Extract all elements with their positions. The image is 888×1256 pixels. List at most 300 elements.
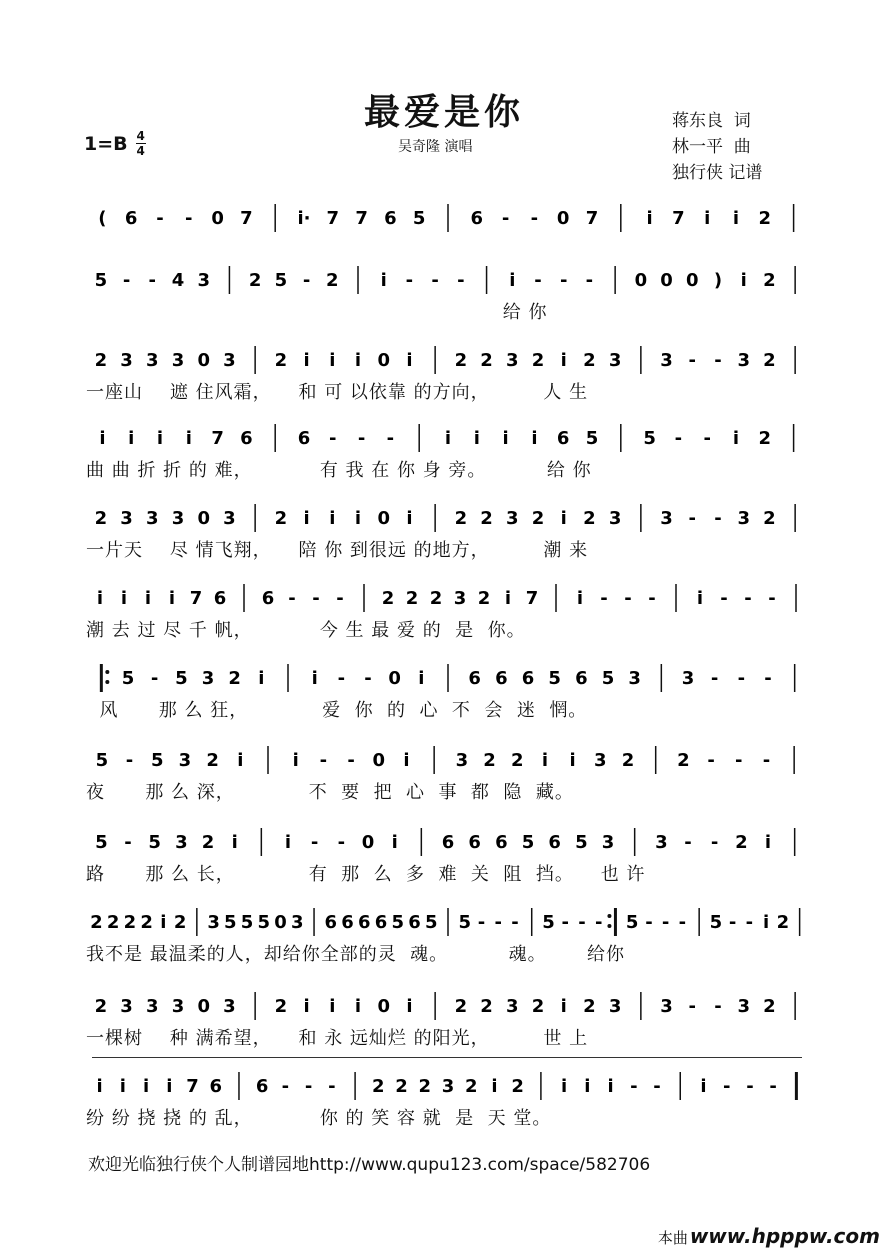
note: 3 <box>601 832 615 853</box>
note: - <box>735 750 743 771</box>
note: - <box>357 428 366 449</box>
note: 0 <box>686 270 699 291</box>
note: i <box>144 588 152 609</box>
note: 5 <box>95 750 109 771</box>
note: i <box>569 750 576 771</box>
note: 3 <box>146 508 159 529</box>
note: 0 <box>660 270 673 291</box>
note: - <box>337 668 346 689</box>
note: - <box>150 668 159 689</box>
note: i· <box>297 208 311 229</box>
note: i <box>185 428 192 449</box>
note: 3 <box>441 1076 455 1097</box>
note: 5 <box>94 270 108 291</box>
lyricist-credit: 蒋东良 词 <box>672 111 751 131</box>
ending-line <box>92 1057 802 1058</box>
watermark <box>658 1224 880 1248</box>
note: 2 <box>274 508 288 529</box>
note: i <box>96 1076 103 1097</box>
note: 2 <box>454 508 468 529</box>
note: 3 <box>737 350 750 371</box>
note: 3 <box>207 912 220 933</box>
note: i <box>258 668 265 689</box>
note: 6 <box>468 832 481 853</box>
note: 2 <box>531 508 545 529</box>
note: 5 <box>458 912 472 933</box>
note: 3 <box>608 350 622 371</box>
note: 2 <box>483 750 496 771</box>
note: - <box>661 912 670 933</box>
note: 5 <box>521 832 535 853</box>
note: 3 <box>628 668 641 689</box>
note: 2 <box>758 428 772 449</box>
note: 5 <box>257 912 271 933</box>
note: - <box>530 208 539 229</box>
note: 7 <box>326 208 340 229</box>
note: 7 <box>585 208 599 229</box>
note: 6 <box>384 208 397 229</box>
note: 0 <box>197 996 210 1017</box>
note: - <box>122 270 131 291</box>
note: 2 <box>531 996 545 1017</box>
note: - <box>304 1076 313 1097</box>
note: 3 <box>223 508 236 529</box>
note: i <box>473 428 480 449</box>
note: - <box>501 208 510 229</box>
note: i <box>502 428 509 449</box>
note: - <box>185 208 193 229</box>
note: 5 <box>391 912 405 933</box>
note: - <box>431 270 439 291</box>
note: i <box>740 270 747 291</box>
note: i <box>504 588 512 609</box>
repeat-dot <box>607 914 611 918</box>
note: i <box>311 668 318 689</box>
note: 2 <box>763 508 776 529</box>
note: - <box>494 912 502 933</box>
note: 5 <box>121 668 135 689</box>
note: 3 <box>146 996 159 1017</box>
note: - <box>511 912 519 933</box>
note: i <box>560 996 567 1017</box>
lyrics-line: 潮 去 过 尽 千 帆， 今 生 最 爱 的 是 你。 <box>86 620 526 641</box>
note: 0 <box>372 750 386 771</box>
time-top: 4 <box>136 129 145 143</box>
note: i <box>166 1076 173 1097</box>
note: - <box>405 270 414 291</box>
note: i <box>329 508 336 529</box>
note: 6 <box>556 428 570 449</box>
note: 3 <box>120 508 133 529</box>
note: 6 <box>255 1076 269 1097</box>
note: 3 <box>178 750 192 771</box>
note: - <box>745 912 754 933</box>
note: 5 <box>240 912 254 933</box>
note: 2 <box>248 270 262 291</box>
note: 0 <box>211 208 224 229</box>
note: - <box>328 1076 336 1097</box>
note: 2 <box>480 996 493 1017</box>
note: - <box>281 1076 290 1097</box>
note: 2 <box>583 508 596 529</box>
note: 6 <box>261 588 275 609</box>
note: - <box>653 1076 661 1097</box>
note: - <box>714 350 722 371</box>
note: 5 <box>424 912 438 933</box>
note: 0 <box>388 668 401 689</box>
note: - <box>585 270 594 291</box>
note: 3 <box>455 750 469 771</box>
note: i <box>391 832 398 853</box>
note: 6 <box>521 668 535 689</box>
watermark-prefix: 本曲 <box>657 1229 688 1247</box>
note: - <box>310 832 319 853</box>
note: 6 <box>470 208 484 229</box>
note: 7 <box>355 208 368 229</box>
note: 2 <box>758 208 772 229</box>
note: - <box>594 912 603 933</box>
note: - <box>559 270 568 291</box>
note: 7 <box>189 588 203 609</box>
footer-link-text: 欢迎光临独行侠个人制谱园地http://www.qupu123.com/space/582706 <box>88 1155 651 1175</box>
note: 3 <box>291 912 304 933</box>
note: 2 <box>454 350 468 371</box>
note: - <box>710 832 719 853</box>
note: 0 <box>197 350 210 371</box>
lyrics-line: 一片天 尽 情飞翔， 陪 你 到很远 的地方， 潮 来 <box>86 540 589 561</box>
note: 6 <box>358 912 371 933</box>
note: 5 <box>224 912 237 933</box>
note: i <box>584 1076 591 1097</box>
note: i <box>354 508 362 529</box>
note: - <box>728 912 737 933</box>
note: 7 <box>211 428 224 449</box>
note: i <box>732 428 740 449</box>
note: i <box>607 1076 614 1097</box>
note: i <box>231 832 238 853</box>
note: i <box>99 428 106 449</box>
note: 3 <box>223 350 236 371</box>
credits-block <box>672 108 762 186</box>
note: 2 <box>531 350 545 371</box>
note: - <box>148 270 157 291</box>
key-text: 1=B <box>84 132 128 155</box>
note: 2 <box>480 508 493 529</box>
note: - <box>674 428 683 449</box>
note: 2 <box>381 588 395 609</box>
note: 2 <box>510 750 524 771</box>
note: i <box>128 428 135 449</box>
note: 5 <box>150 750 164 771</box>
note: 6 <box>341 912 354 933</box>
note: 2 <box>94 996 108 1017</box>
note: 5 <box>274 270 288 291</box>
note: 3 <box>737 508 750 529</box>
note: 2 <box>94 350 108 371</box>
note: 2 <box>511 1076 524 1097</box>
note: 6 <box>209 1076 223 1097</box>
lyrics-line: 我不是 最温柔的人，却给你全部的灵 魂。 魂。 给你 <box>86 944 625 965</box>
note: - <box>746 1076 754 1097</box>
lyrics-line: 一座山 遮 住风霜， 和 可 以依靠 的方向， 人 生 <box>86 382 589 403</box>
note: i <box>403 750 410 771</box>
note: 0 <box>556 208 570 229</box>
note: 2 <box>763 350 776 371</box>
note: 2 <box>228 668 241 689</box>
note: i <box>303 508 310 529</box>
note: 0 <box>274 912 287 933</box>
note: 2 <box>583 350 596 371</box>
note: - <box>648 588 656 609</box>
note: 2 <box>206 750 219 771</box>
note: 3 <box>681 668 695 689</box>
note: - <box>714 996 722 1017</box>
note: - <box>722 1076 731 1097</box>
note: 2 <box>201 832 215 853</box>
note: 2 <box>464 1076 478 1097</box>
transcriber-credit: 独行侠 记谱 <box>672 163 763 183</box>
note: 3 <box>655 832 668 853</box>
note: - <box>364 668 372 689</box>
note: - <box>561 912 569 933</box>
note: 6 <box>324 912 338 933</box>
note: - <box>386 428 395 449</box>
note: - <box>288 588 296 609</box>
note: - <box>336 588 344 609</box>
note: - <box>737 668 746 689</box>
note: 3 <box>175 832 188 853</box>
note: 5 <box>175 668 188 689</box>
note: 2 <box>326 270 339 291</box>
note: 2 <box>621 750 635 771</box>
note: 2 <box>90 912 103 933</box>
key-signature <box>84 130 146 157</box>
note: 2 <box>405 588 419 609</box>
note: 0 <box>634 270 648 291</box>
note: i <box>560 350 567 371</box>
note: - <box>156 208 164 229</box>
note: i <box>491 1076 498 1097</box>
note: i <box>168 588 176 609</box>
note: 0 <box>361 832 375 853</box>
song-title: 最爱是你 <box>363 91 524 133</box>
lyrics-line: 一棵树 种 满希望， 和 永 远灿烂 的阳光， 世 上 <box>86 1028 589 1049</box>
note: 2 <box>454 996 468 1017</box>
note: 2 <box>123 912 137 933</box>
note: 3 <box>201 668 215 689</box>
note: - <box>319 750 328 771</box>
note: - <box>329 428 337 449</box>
note: 2 <box>94 508 108 529</box>
note: 3 <box>737 996 750 1017</box>
lyrics-line: 给 你 <box>86 302 548 323</box>
note: i <box>418 668 425 689</box>
note: 5 <box>95 832 108 853</box>
note: ( <box>98 208 107 229</box>
note: 6 <box>374 912 388 933</box>
note: 6 <box>495 668 508 689</box>
note: 2 <box>429 588 443 609</box>
note: 4 <box>171 270 185 291</box>
note: 6 <box>408 912 421 933</box>
note: - <box>710 668 719 689</box>
note: 3 <box>660 996 673 1017</box>
note: - <box>764 668 772 689</box>
note: 2 <box>106 912 120 933</box>
note: - <box>578 912 586 933</box>
note: - <box>720 588 728 609</box>
note: 2 <box>274 996 288 1017</box>
time-bottom: 4 <box>136 144 145 158</box>
repeat-dot <box>105 680 109 684</box>
lyrics-line: 曲 曲 折 折 的 难， 有 我 在 你 身 旁。 给 你 <box>86 460 592 481</box>
note: 6 <box>240 428 253 449</box>
note: 5 <box>709 912 723 933</box>
note: i <box>406 996 413 1017</box>
note: i <box>237 750 244 771</box>
note: i <box>531 428 538 449</box>
note: 7 <box>240 208 253 229</box>
note: i <box>96 588 104 609</box>
note: 2 <box>372 1076 385 1097</box>
note: 3 <box>594 750 607 771</box>
note: 6 <box>441 832 455 853</box>
note: 2 <box>173 912 187 933</box>
note: 6 <box>213 588 227 609</box>
watermark-site: www.hpppw.com <box>689 1224 880 1248</box>
note: - <box>703 428 711 449</box>
repeat-dot <box>105 670 109 674</box>
composer-credit: 林一平 曲 <box>672 137 751 157</box>
note: 3 <box>120 350 133 371</box>
lyrics-line: 夜 那 么 深， 不 要 把 心 事 都 隐 藏。 <box>86 782 574 803</box>
note: - <box>600 588 608 609</box>
note: i <box>329 350 336 371</box>
note: 0 <box>197 508 210 529</box>
note: 5 <box>625 912 639 933</box>
singer-credit: 吴奇隆 演唱 <box>398 139 473 155</box>
note: i <box>541 750 549 771</box>
note: i <box>732 208 740 229</box>
note: 3 <box>608 996 622 1017</box>
note: 5 <box>585 428 599 449</box>
note: 3 <box>506 350 519 371</box>
note: - <box>645 912 653 933</box>
note: 6 <box>468 668 481 689</box>
note: i <box>156 428 164 449</box>
note: 3 <box>608 508 622 529</box>
note: 2 <box>776 912 790 933</box>
note: 5 <box>575 832 588 853</box>
note: ) <box>713 270 723 291</box>
note: 3 <box>506 508 519 529</box>
note: 6 <box>575 668 588 689</box>
note: - <box>534 270 542 291</box>
note: - <box>477 912 486 933</box>
note: i <box>700 1076 707 1097</box>
note: 7 <box>525 588 539 609</box>
note: i <box>646 208 653 229</box>
note: 3 <box>120 996 133 1017</box>
note: i <box>696 588 704 609</box>
note: i <box>120 588 128 609</box>
note: 7 <box>672 208 685 229</box>
note: i <box>561 1076 568 1097</box>
note: 5 <box>542 912 555 933</box>
note: i <box>160 912 167 933</box>
note: 3 <box>171 350 185 371</box>
note: 3 <box>197 270 210 291</box>
note: i <box>576 588 584 609</box>
note: 3 <box>223 996 236 1017</box>
note: 2 <box>677 750 690 771</box>
note: i <box>406 350 413 371</box>
note: - <box>769 1076 777 1097</box>
note: - <box>630 1076 638 1097</box>
note: 6 <box>297 428 311 449</box>
note: 5 <box>601 668 615 689</box>
note: - <box>302 270 311 291</box>
note: - <box>688 350 697 371</box>
note: 5 <box>643 428 656 449</box>
note: 2 <box>763 270 776 291</box>
note: i <box>560 508 567 529</box>
note: i <box>284 832 292 853</box>
note: i <box>509 270 516 291</box>
note: i <box>444 428 452 449</box>
note: 2 <box>140 912 153 933</box>
note: 0 <box>377 350 390 371</box>
note: i <box>329 996 336 1017</box>
note: i <box>380 270 387 291</box>
note: - <box>688 996 697 1017</box>
note: i <box>303 996 310 1017</box>
note: - <box>125 750 134 771</box>
note: 0 <box>377 996 390 1017</box>
note: 2 <box>274 350 288 371</box>
note: - <box>624 588 632 609</box>
note: - <box>707 750 715 771</box>
note: 2 <box>395 1076 408 1097</box>
note: 2 <box>763 996 776 1017</box>
repeat-dot <box>607 924 611 928</box>
note: - <box>678 912 687 933</box>
note: 5 <box>548 668 561 689</box>
note: 6 <box>495 832 508 853</box>
note: i <box>142 1076 150 1097</box>
note: i <box>303 350 310 371</box>
note: - <box>688 508 697 529</box>
lyrics-line: 纷 纷 挠 挠 的 乱， 你 的 笑 容 就 是 天 堂。 <box>86 1108 552 1129</box>
note: 0 <box>377 508 390 529</box>
note: - <box>744 588 752 609</box>
note: 6 <box>548 832 561 853</box>
note: 3 <box>146 350 159 371</box>
note: - <box>457 270 465 291</box>
note: i <box>763 912 770 933</box>
note: 2 <box>583 996 596 1017</box>
note: 3 <box>660 508 673 529</box>
note: 6 <box>124 208 138 229</box>
note: - <box>762 750 771 771</box>
note: 2 <box>418 1076 432 1097</box>
note: 3 <box>171 996 185 1017</box>
note: 7 <box>186 1076 199 1097</box>
note: 2 <box>735 832 748 853</box>
note: 3 <box>453 588 467 609</box>
note: 2 <box>480 350 493 371</box>
note: i <box>354 996 362 1017</box>
